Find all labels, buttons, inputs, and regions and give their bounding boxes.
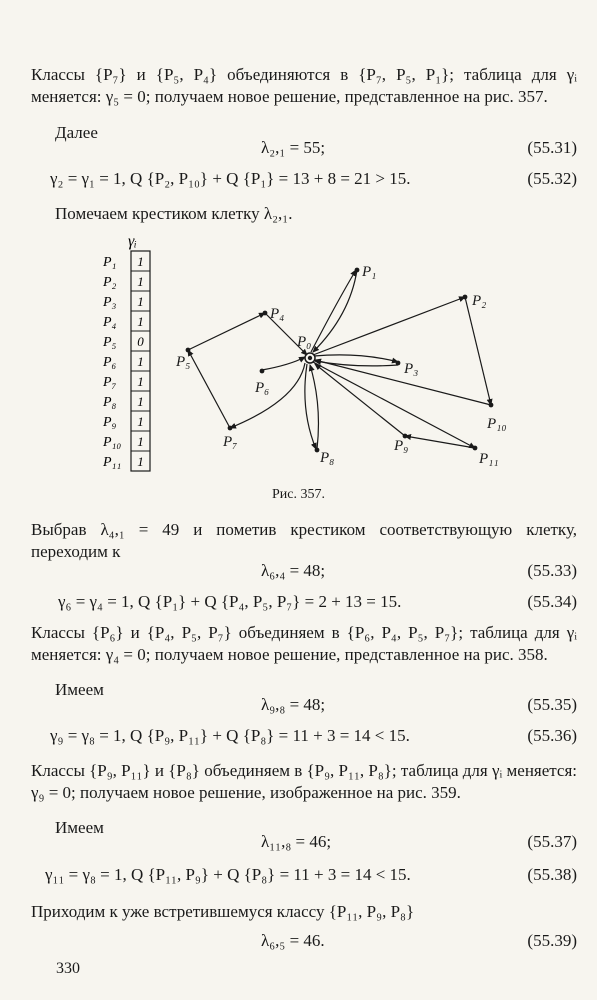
equation-55-34: [31, 591, 577, 615]
edge-p7-p5: [188, 350, 230, 428]
equation-55-35: [31, 694, 577, 718]
edge-p0-p11: [313, 362, 475, 448]
edge-p0-p8: [305, 364, 316, 449]
label-p0: P₀: [297, 334, 312, 350]
gamma-row-label: P₄: [103, 315, 117, 330]
edge-p5-p4: [188, 313, 265, 350]
equation-number: (55.31): [527, 138, 577, 157]
equation-55-36: [31, 725, 577, 749]
edge-p6-p0: [262, 357, 305, 370]
node-p5: [186, 348, 191, 353]
equation-formula: λ₆,₄ = 48;: [261, 561, 326, 580]
gamma-table: [102, 251, 150, 471]
node-p11: [473, 446, 478, 451]
label-p6: P₆: [255, 380, 270, 396]
gamma-row-label: P₅: [103, 335, 117, 350]
edge-p3-p0: [315, 361, 398, 366]
equation-formula: λ₉,₈ = 48;: [261, 695, 326, 714]
gamma-row-value: 1: [137, 254, 144, 269]
node-p4: [263, 311, 268, 316]
edge-p2-p10: [465, 297, 491, 405]
gamma-row-label: P₁₀: [103, 435, 122, 450]
node-p3: [396, 361, 401, 366]
gamma-row-value: 1: [137, 454, 144, 469]
equation-number: (55.39): [527, 931, 577, 950]
node-p7: [228, 426, 233, 431]
label-p2: P₂: [472, 293, 487, 309]
gamma-row-value: 1: [137, 314, 144, 329]
node-p0: [308, 356, 312, 360]
edge-p1-p0-down: [313, 270, 357, 352]
gamma-row-label: P₃: [103, 295, 117, 310]
node-p6: [260, 369, 265, 374]
graph-edges: [188, 270, 491, 449]
gamma-row-value: 1: [137, 414, 144, 429]
equation-formula: γ₁₁ = γ₈ = 1, Q {P₁₁, P₉} + Q {P₈} = 11 + 3 = 14 < 15.: [45, 865, 411, 884]
equation-55-39: [31, 930, 577, 954]
equation-55-32: [31, 168, 577, 192]
equation-number: (55.36): [527, 726, 577, 745]
paragraph-classes-merge-1: Классы {P₇} и {P₅, P₄} объединяются в {P₇, P₅, P₁}; таблица для γᵢ меняется: γ₅ = 0; получаем новое решение, представленное на рис. 357.: [31, 65, 577, 106]
paragraph-classes-merge-2: Классы {P₆} и {P₄, P₅, P₇} объединяем в {P₆, P₄, P₅, P₇}; таблица для γᵢ меняется: γ₄ = 0; получаем новое решение, представленное на рис. 358.: [31, 623, 577, 664]
page-number: 330: [56, 960, 80, 977]
gamma-row-value: 1: [137, 354, 144, 369]
label-p10: P₁₀: [487, 416, 507, 432]
graph-nodes: [186, 268, 494, 453]
gamma-row-label: P₂: [103, 275, 117, 290]
equation-formula: γ₆ = γ₄ = 1, Q {P₁} + Q {P₄, P₅, P₇} = 2 + 13 = 15.: [58, 592, 402, 611]
label-p7: P₇: [223, 434, 238, 450]
node-p2: [463, 295, 468, 300]
equation-55-37: [31, 831, 577, 855]
paragraph-classes-merge-3: Классы {P₉, P₁₁} и {P₈} объединяем в {P₉, P₁₁, P₈}; таблица для γᵢ меняется: γ₉ = 0; получаем новое решение, изображенное на рис. 359.: [31, 761, 578, 802]
equation-number: (55.33): [527, 561, 577, 580]
gamma-header: γᵢ: [128, 233, 137, 250]
equation-55-38: [31, 864, 577, 888]
gamma-row-label: P₈: [103, 395, 117, 410]
gamma-row-label: P₆: [103, 355, 117, 370]
gamma-row-label: P₁₁: [103, 455, 122, 470]
gamma-row-value: 0: [137, 334, 144, 349]
equation-55-31: [31, 137, 577, 161]
label-p1: P₁: [362, 264, 377, 280]
word-imeem-1: Имеем: [55, 680, 104, 699]
equation-number: (55.37): [527, 832, 577, 851]
equation-formula: λ₆,₅ = 46.: [261, 931, 325, 950]
paragraph-existing-class: Приходим к уже встретившемуся классу {P₁₁, P₉, P₈}: [31, 902, 415, 921]
node-p10: [489, 403, 494, 408]
figure-357: [0, 225, 597, 480]
equation-number: (55.35): [527, 695, 577, 714]
gamma-row-value: 1: [137, 394, 144, 409]
label-p3: P₃: [404, 361, 419, 377]
node-p1: [355, 268, 360, 273]
label-p5: P₅: [176, 354, 191, 370]
paragraph-mark-cell: Помечаем крестиком клетку λ₂,₁.: [55, 204, 293, 223]
word-imeem-2: Имеем: [55, 818, 104, 837]
edge-p10-p0: [315, 360, 491, 405]
equation-formula: λ₂,₁ = 55;: [261, 138, 326, 157]
equation-formula: λ₁₁,₈ = 46;: [261, 832, 332, 851]
gamma-row-value: 1: [137, 274, 144, 289]
node-p8: [315, 448, 320, 453]
equation-55-33: [31, 560, 577, 584]
equation-number: (55.32): [527, 169, 577, 188]
word-dalee: Далее: [55, 123, 98, 142]
equation-number: (55.34): [527, 592, 577, 611]
paragraph-choose-lambda: Выбрав λ₄,₁ = 49 и пометив крестиком соответствующую клетку, переходим к: [31, 520, 577, 561]
label-p11: P₁₁: [479, 451, 499, 467]
edge-p0-p1-up: [311, 270, 356, 352]
gamma-row-value: 1: [137, 434, 144, 449]
edge-p0-p3: [314, 355, 398, 362]
equation-formula: γ₉ = γ₈ = 1, Q {P₉, P₁₁} + Q {P₈} = 11 + 3 = 14 < 15.: [50, 726, 410, 745]
figure-caption: Рис. 357.: [272, 487, 325, 502]
equation-number: (55.38): [527, 865, 577, 884]
gamma-row-label: P₇: [103, 375, 117, 390]
equation-formula: γ₂ = γ₁ = 1, Q {P₂, P₁₀} + Q {P₁} = 13 + 8 = 21 > 15.: [50, 169, 411, 188]
gamma-row-value: 1: [137, 294, 144, 309]
node-labels: [175, 264, 507, 467]
gamma-row-value: 1: [137, 374, 144, 389]
label-p9: P₉: [394, 438, 409, 454]
gamma-row-label: P₁: [103, 255, 117, 270]
edge-p9-p0: [315, 364, 405, 436]
label-p8: P₈: [320, 450, 335, 466]
label-p4: P₄: [270, 306, 285, 322]
gamma-row-label: P₉: [103, 415, 117, 430]
